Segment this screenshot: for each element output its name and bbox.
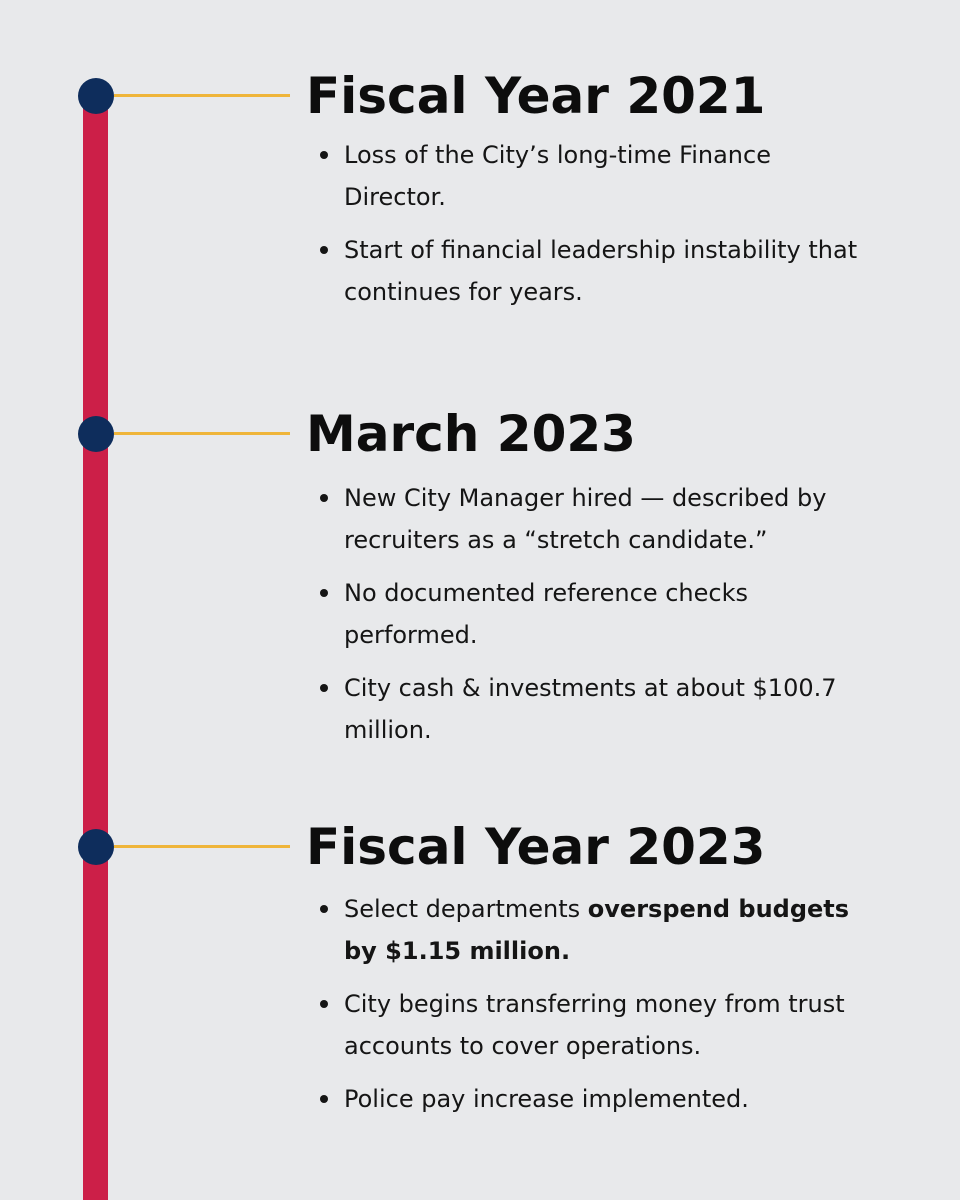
event-title-march2023: March 2023 bbox=[306, 405, 636, 463]
timeline-node-fy2021 bbox=[78, 78, 114, 114]
bullet-item: Select departments overspend budgets by $1.15 million. bbox=[320, 888, 880, 972]
timeline-bar bbox=[83, 95, 108, 1200]
event-bullets-fy2021 bbox=[320, 134, 880, 324]
timeline-node-fy2023 bbox=[78, 829, 114, 865]
event-title-fy2021: Fiscal Year 2021 bbox=[306, 67, 766, 125]
bullet-item: Loss of the City’s long-time Finance Director. bbox=[320, 134, 880, 218]
event-bullets-fy2023 bbox=[320, 888, 880, 1131]
connector-line-fy2023 bbox=[114, 845, 290, 848]
event-title-fy2023: Fiscal Year 2023 bbox=[306, 818, 766, 876]
bullet-item: City cash & investments at about $100.7 million. bbox=[320, 667, 880, 751]
bullet-item: Police pay increase implemented. bbox=[320, 1078, 880, 1120]
connector-line-march2023 bbox=[114, 432, 290, 435]
bullet-item: No documented reference checks performed. bbox=[320, 572, 880, 656]
event-bullets-march2023 bbox=[320, 477, 880, 762]
bullet-emphasis: overspend budgets by $1.15 million. bbox=[344, 895, 850, 965]
bullet-item: Start of financial leadership instability that continues for years. bbox=[320, 229, 880, 313]
bullet-item: City begins transferring money from trust accounts to cover operations. bbox=[320, 983, 880, 1067]
timeline-node-march2023 bbox=[78, 416, 114, 452]
bullet-item: New City Manager hired — described by recruiters as a “stretch candidate.” bbox=[320, 477, 880, 561]
connector-line-fy2021 bbox=[114, 94, 290, 97]
